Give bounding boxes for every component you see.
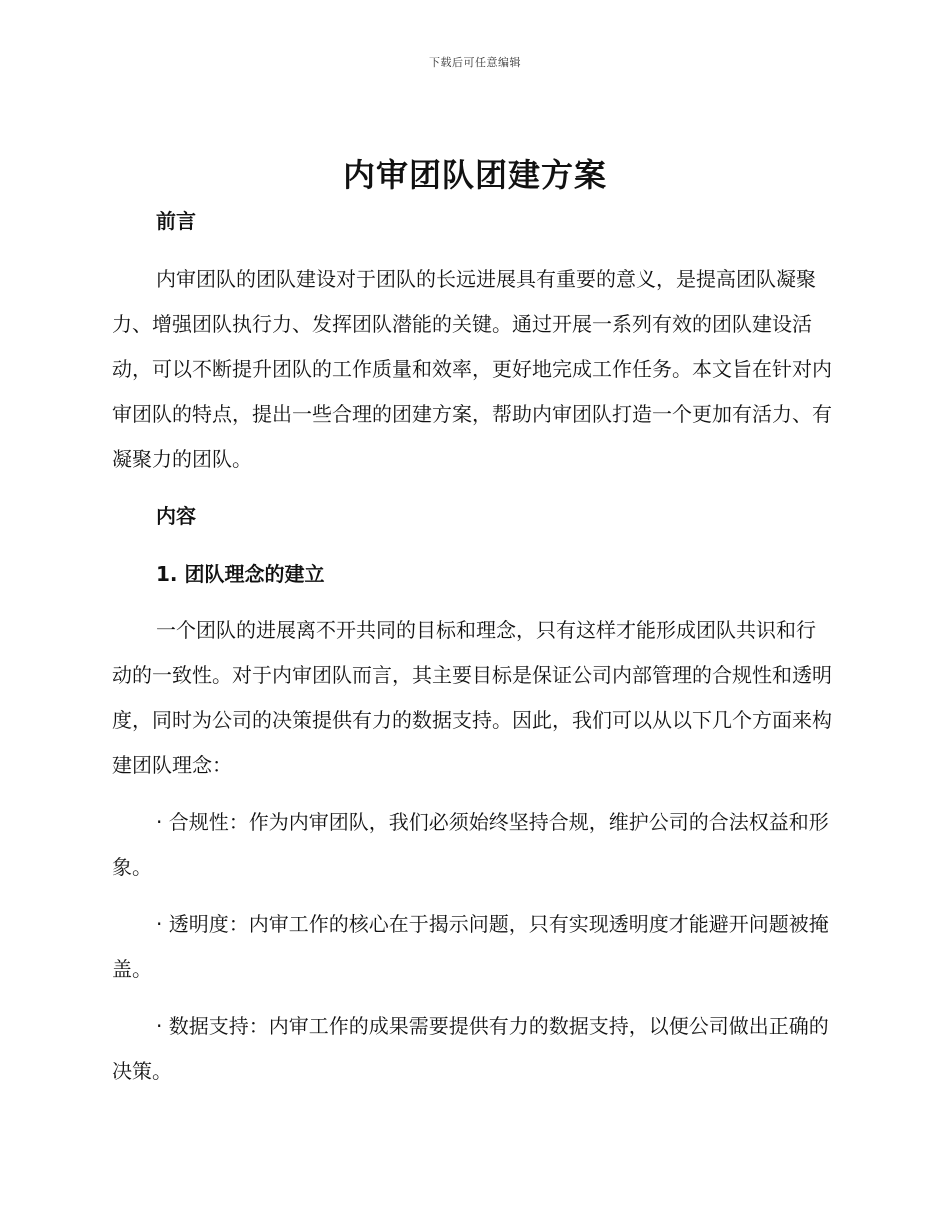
section-1-text: 一个团队的进展离不开共同的目标和理念，只有这样才能形成团队共识和行动的一致性。对于内审团队而言，其主要目标是保证公司内部管理的合规性和透明度，同时为公司的决策提供有力的数据支持。因此，我们可以从以下几个方面来构建团队理念： [112,618,832,777]
bullet-text: · 透明度：内审工作的核心在于揭示问题，只有实现透明度才能避开问题被掩盖。 [112,912,829,981]
section-1-paragraph [112,608,832,788]
document-title: 内审团队团建方案 [342,156,607,194]
bullet-item-data-support [112,1004,832,1094]
bullet-text: · 合规性：作为内审团队，我们必须始终坚持合规，维护公司的合法权益和形象。 [112,810,829,879]
bullet-item-compliance [112,800,832,890]
content-heading: 内容 [156,504,196,528]
page-header-note: 下载后可任意编辑 [429,56,521,69]
bullet-item-transparency [112,902,832,992]
preface-paragraph [112,257,832,482]
section-1-heading: 1. 团队理念的建立 [156,562,325,586]
preface-text: 内审团队的团队建设对于团队的长远进展具有重要的意义，是提高团队凝聚力、增强团队执行力、发挥团队潜能的关键。通过开展一系列有效的团队建设活动，可以不断提升团队的工作质量和效率，更好地完成工作任务。本文旨在针对内审团队的特点，提出一些合理的团建方案，帮助内审团队打造一个更加有活力、有凝聚力的团队。 [112,267,832,471]
preface-heading: 前言 [156,209,196,233]
bullet-text: · 数据支持：内审工作的成果需要提供有力的数据支持，以便公司做出正确的决策。 [112,1014,829,1083]
